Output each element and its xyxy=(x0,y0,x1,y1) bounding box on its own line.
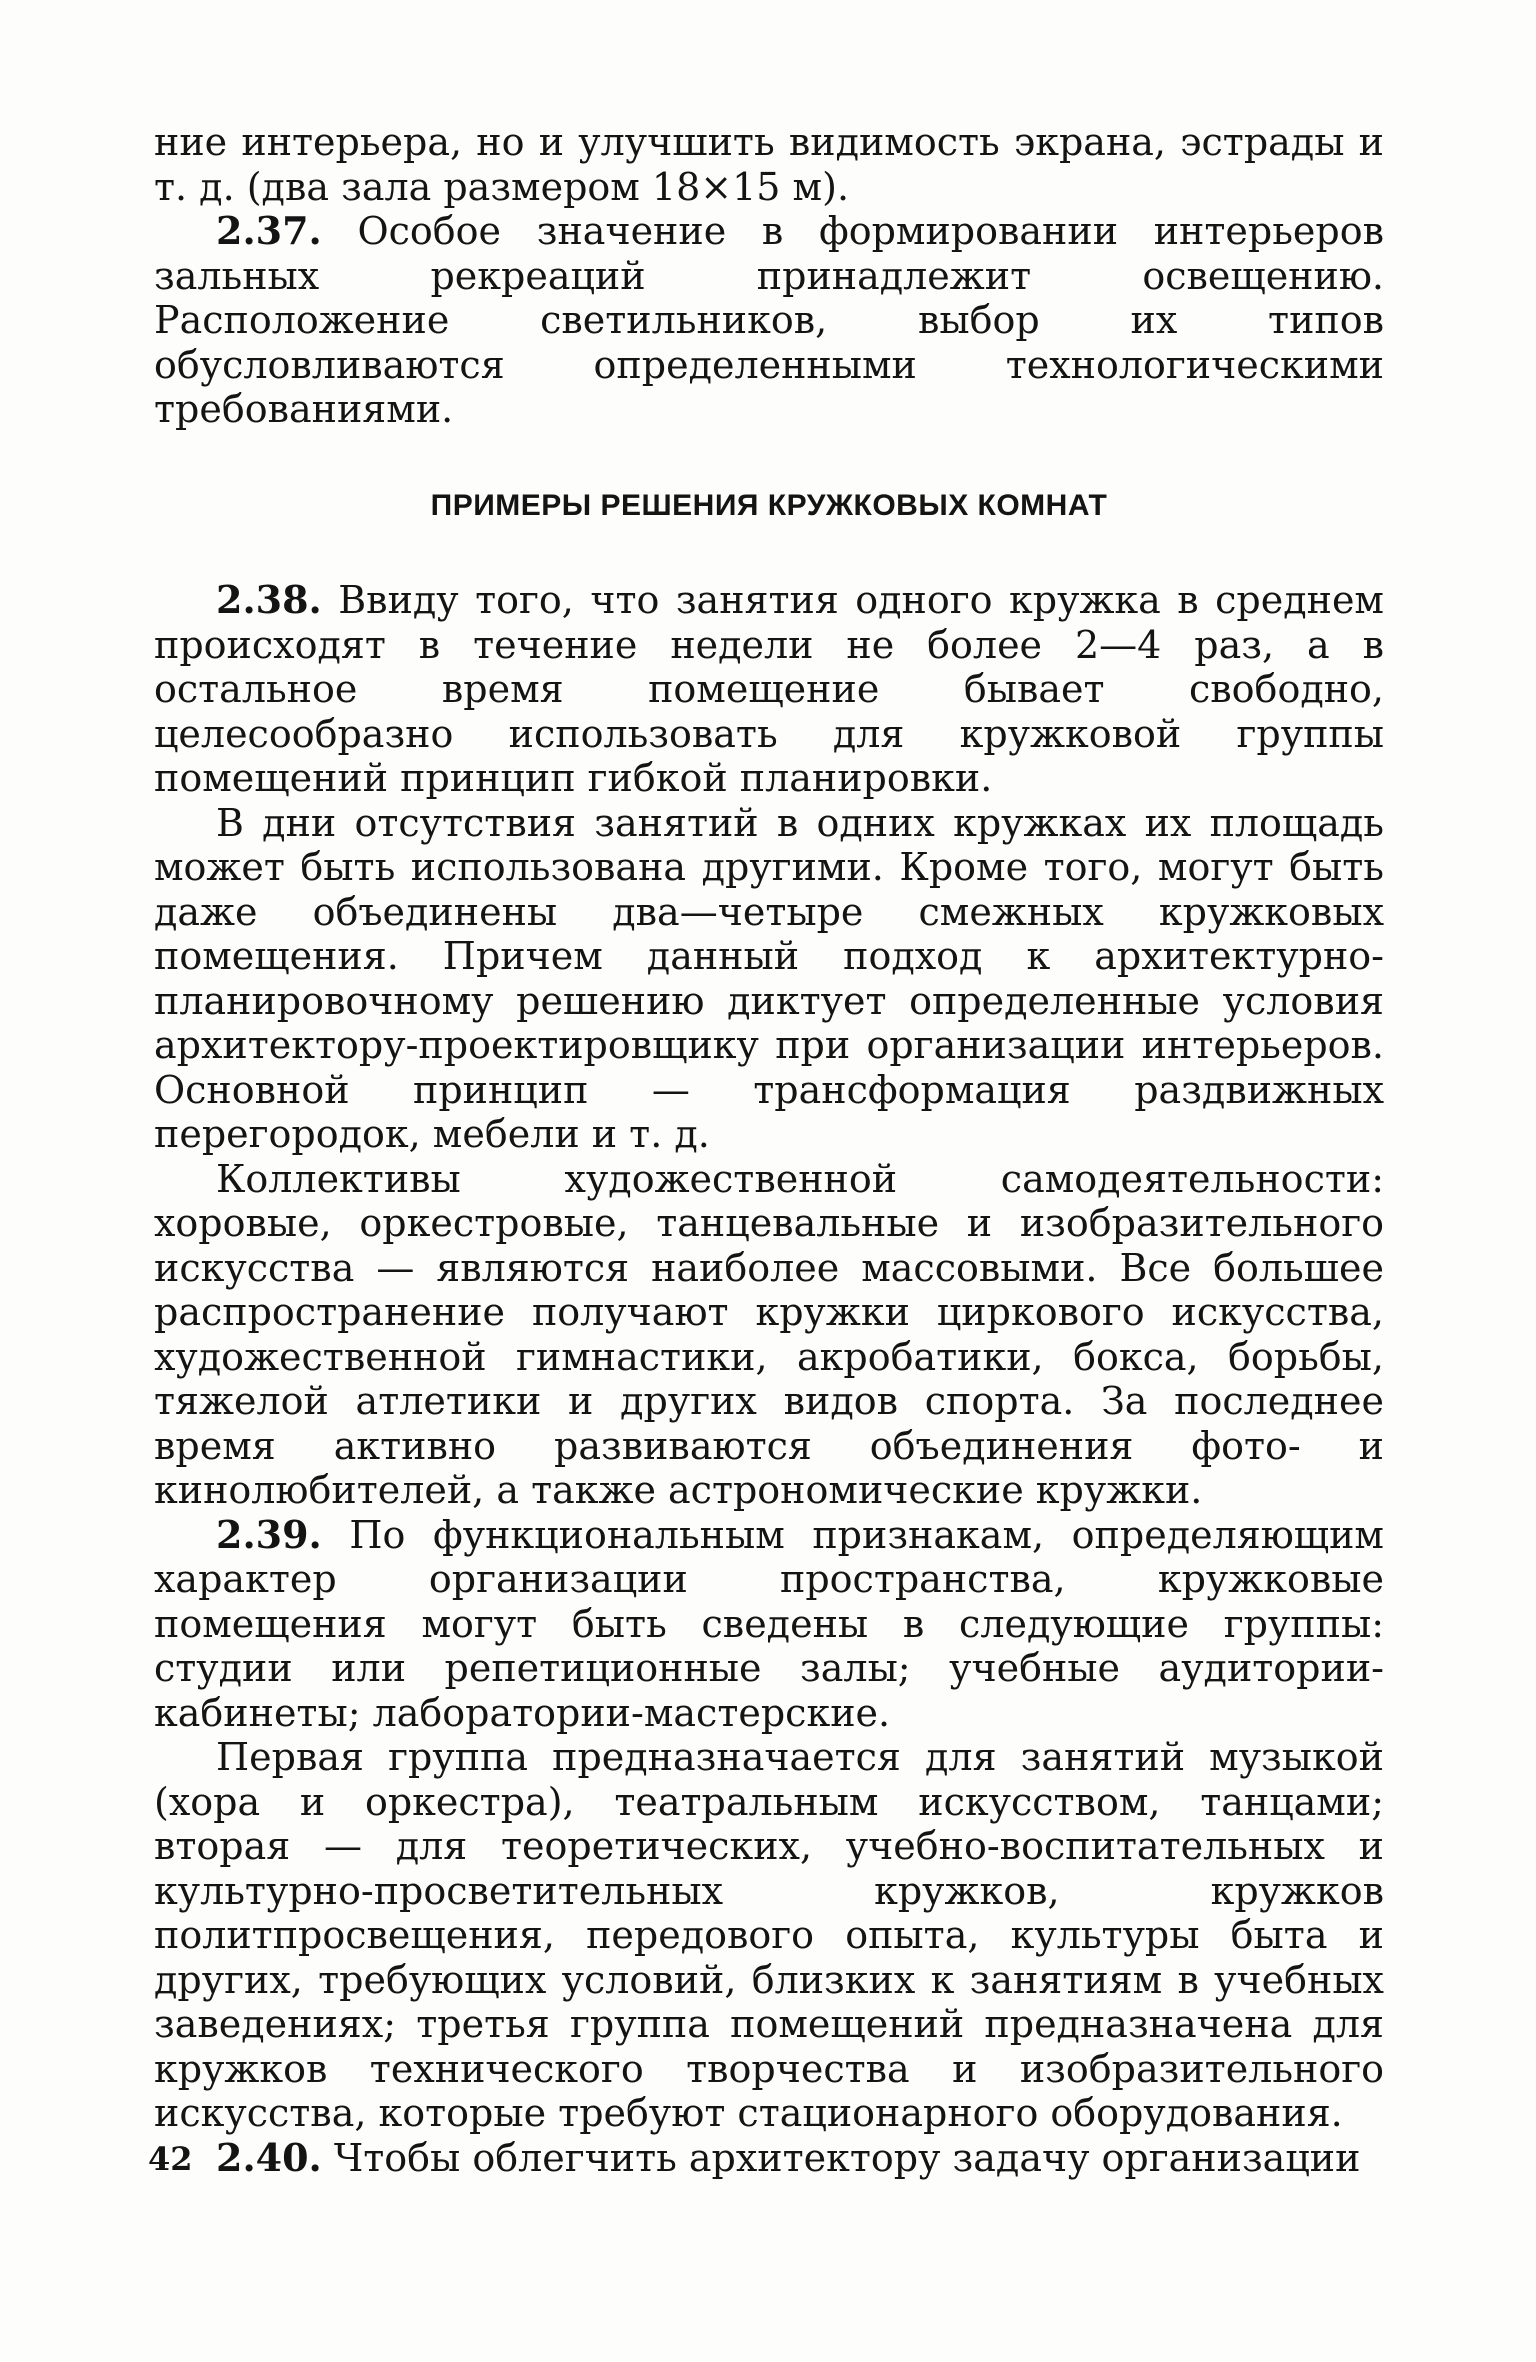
body-text xyxy=(154,120,1384,2180)
section-number: 2.37. xyxy=(216,208,322,253)
paragraph-text: По функциональным признакам, определяющим характер организации пространства, кружковые помещения могут быть сведены в следующие группы: студии или репетиционные залы; учебные аудитории-кабинеты; лаборатории-мастерские. xyxy=(154,1512,1384,1735)
paragraph xyxy=(154,1735,1384,2136)
paragraph-continuation xyxy=(154,120,1384,209)
paragraph-text: Первая группа предназначается для занятий музыкой (хора и оркестра), театральным искусством, танцами; вторая — для теоретических, учебно-воспитательных и культурно-просветительных кружков, кружков политпросвещения, передового опыта, культуры быта и других, требующих условий, близких к занятиям в учебных заведениях; третья группа помещений предназначена для кружков технического творчества и изобразительного искусства, которые требуют стационарного оборудования. xyxy=(154,1735,1384,2135)
paragraph-text: Коллективы художественной самодеятельности: хоровые, оркестровые, танцевальные и изобразительного искусства — являются наиболее массовыми. Все большее распространение получают кружки циркового искусства, художественной гимнастики, акробатики, бокса, борьбы, тяжелой атлетики и других видов спорта. За последнее время активно развиваются объединения фото- и кинолюбителей, а также астрономические кружки. xyxy=(154,1156,1384,1512)
paragraph-2-39 xyxy=(154,1513,1384,1736)
page-number: 42 xyxy=(148,2140,193,2178)
paragraph-text: Ввиду того, что занятия одного кружка в среднем происходят в течение недели не более 2—4 раз, а в остальное время помещение бывает свободно, целесообразно использовать для кружковой группы помещений принцип гибкой планировки. xyxy=(154,578,1384,800)
paragraph-text: Чтобы облегчить архитектору задачу организации xyxy=(333,2135,1361,2180)
paragraph-2-40 xyxy=(154,2136,1384,2181)
paragraph-text: ние интерьера, но и улучшить видимость экрана, эстрады и т. д. (два зала размером 18×15 м). xyxy=(154,120,1384,209)
paragraph-text: В дни отсутствия занятий в одних кружках их площадь может быть использована другими. Кроме того, могут быть даже объединены два—четыре смежных кружковых помещения. Причем данный подход к архитектурно-планировочному решению диктует определенные условия архитектору-проектировщику при организации интерьеров. Основной принцип — трансформация раздвижных перегородок, мебели и т. д. xyxy=(154,800,1384,1156)
paragraph-2-37 xyxy=(154,209,1384,432)
paragraph-2-38 xyxy=(154,578,1384,801)
section-number: 2.40. xyxy=(216,2134,322,2180)
section-number: 2.39. xyxy=(216,1511,322,1557)
paragraph xyxy=(154,1157,1384,1513)
section-number: 2.38. xyxy=(216,577,322,622)
paragraph-text: Особое значение в формировании интерьеров зальных рекреаций принадлежит освещению. Расположение светильников, выбор их типов обусловливаются определенными технологическими требованиями. xyxy=(154,209,1384,431)
section-heading: ПРИМЕРЫ РЕШЕНИЯ КРУЖКОВЫХ КОМНАТ xyxy=(430,488,1108,522)
paragraph xyxy=(154,801,1384,1157)
